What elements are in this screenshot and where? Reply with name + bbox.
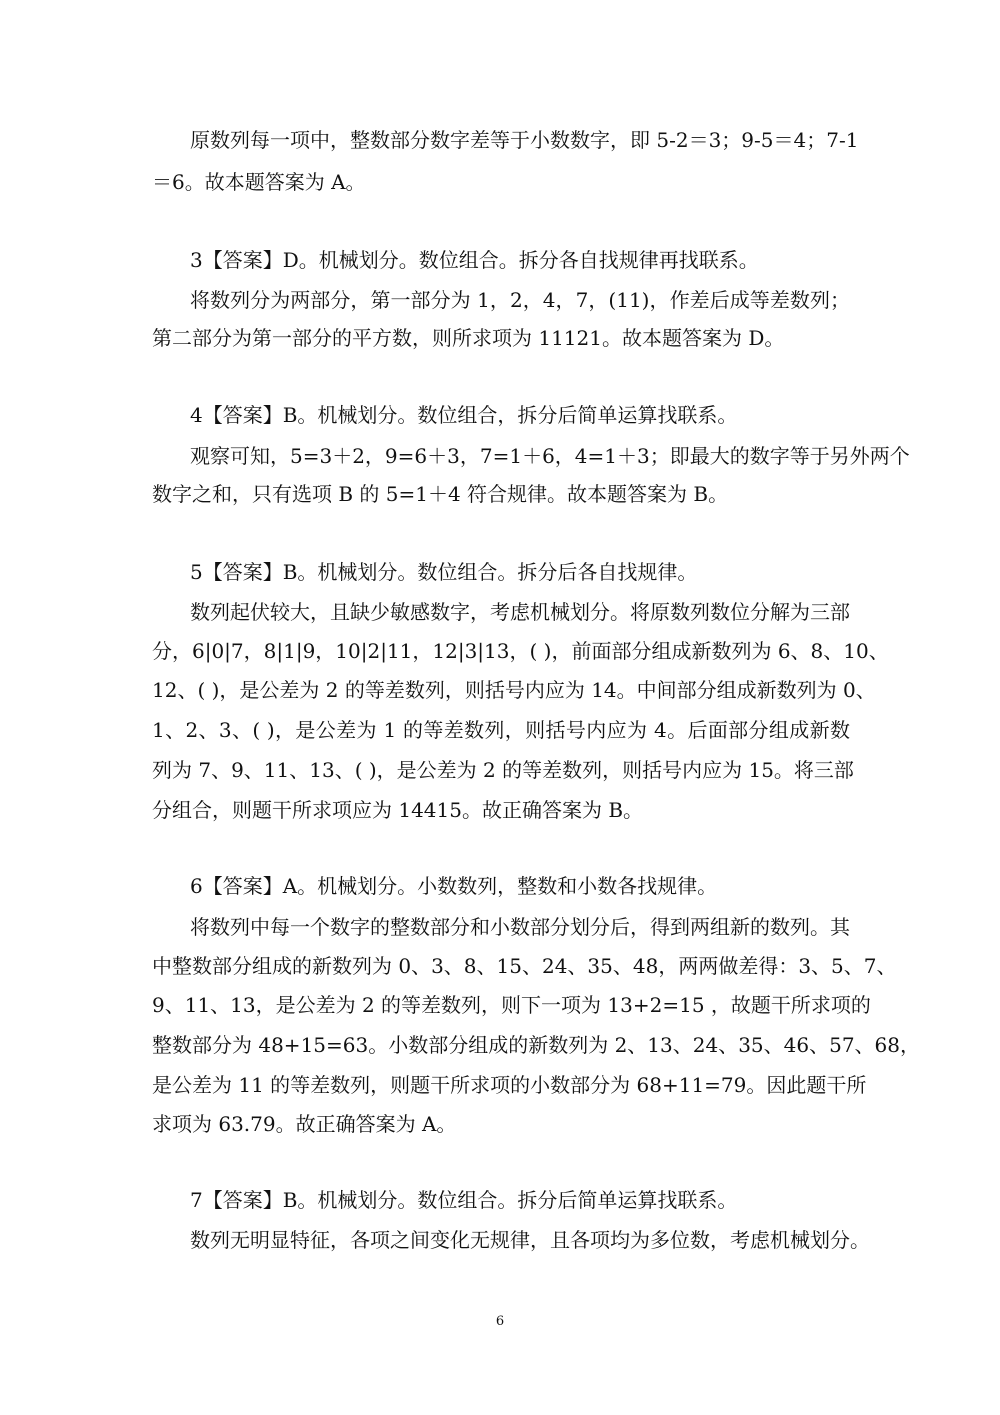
answer-heading-4: 4【答案】B。机械划分。数位组合，拆分后简单运算找联系。 (190, 403, 738, 427)
answer-heading-7: 7【答案】B。机械划分。数位组合。拆分后简单运算找联系。 (190, 1188, 738, 1212)
paragraph-line: 1、2、3、( )，是公差为 1 的等差数列，则括号内应为 4。后面部分组成新数 (152, 718, 850, 742)
paragraph-line: 分组合，则题干所求项应为 14415。故正确答案为 B。 (152, 798, 644, 822)
paragraph-line: 9、11、13，是公差为 2 的等差数列，则下一项为 13+2=15 ，故题干所求项的 (152, 993, 871, 1017)
paragraph-line: 12、( )，是公差为 2 的等差数列，则括号内应为 14。中间部分组成新数列为 0、 (152, 678, 876, 702)
paragraph-line: 原数列每一项中，整数部分数字差等于小数数字，即 5-2＝3；9-5＝4；7-1 (190, 128, 859, 152)
paragraph-line: 观察可知，5=3＋2，9=6＋3，7=1＋6，4=1＋3；即最大的数字等于另外两个 (190, 444, 910, 468)
paragraph-line: 分，6|0|7，8|1|9，10|2|11，12|3|13，( )，前面部分组成新数列为 6、8、10、 (152, 639, 889, 663)
paragraph-line: 整数部分为 48+15=63。小数部分组成的新数列为 2、13、24、35、46、57、68， (152, 1033, 920, 1057)
paragraph-line: 将数列分为两部分，第一部分为 1，2，4，7，(11)，作差后成等差数列； (190, 288, 850, 312)
paragraph-line: 列为 7、9、11、13、( )，是公差为 2 的等差数列，则括号内应为 15。将三部 (152, 758, 854, 782)
paragraph-line: 数列起伏较大，且缺少敏感数字，考虑机械划分。将原数列数位分解为三部 (190, 600, 850, 624)
paragraph-line: 数列无明显特征，各项之间变化无规律，且各项均为多位数，考虑机械划分。 (190, 1228, 870, 1252)
answer-heading-6: 6【答案】A。机械划分。小数数列，整数和小数各找规律。 (190, 874, 718, 898)
answer-heading-5: 5【答案】B。机械划分。数位组合。拆分后各自找规律。 (190, 560, 698, 584)
paragraph-line: 是公差为 11 的等差数列，则题干所求项的小数部分为 68+11=79。因此题干所 (152, 1073, 867, 1097)
page-number: 6 (495, 1314, 505, 1329)
paragraph-line: ＝6。故本题答案为 A。 (152, 170, 366, 194)
paragraph-line: 求项为 63.79。故正确答案为 A。 (152, 1112, 457, 1136)
paragraph-line: 第二部分为第一部分的平方数，则所求项为 11121。故本题答案为 D。 (152, 326, 785, 350)
answer-heading-3: 3【答案】D。机械划分。数位组合。拆分各自找规律再找联系。 (190, 248, 759, 272)
paragraph-line: 中整数部分组成的新数列为 0、3、8、15、24、35、48，两两做差得：3、5、7、 (152, 954, 897, 978)
paragraph-line: 数字之和，只有选项 B 的 5=1＋4 符合规律。故本题答案为 B。 (152, 482, 729, 506)
paragraph-line: 将数列中每一个数字的整数部分和小数部分划分后，得到两组新的数列。其 (190, 915, 850, 939)
